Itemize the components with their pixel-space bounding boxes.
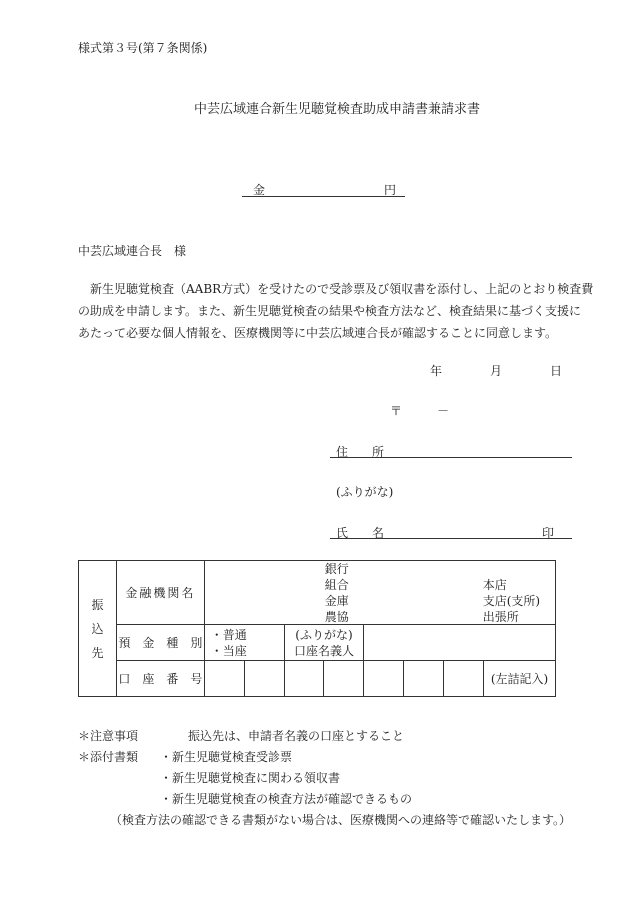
body-line-2: の助成を申請します。また、新生児聴覚検査の結果や検査方法など、検査結果に基づく支援に bbox=[78, 304, 582, 318]
bank-transfer-table bbox=[78, 560, 556, 697]
account-digit-6[interactable] bbox=[404, 661, 444, 697]
account-holder-field[interactable] bbox=[364, 625, 556, 661]
attachment-2: ・新生児聴覚検査に関わる領収書 bbox=[160, 771, 341, 785]
account-digit-3[interactable] bbox=[284, 661, 324, 697]
addressee: 中芸広域連合長 様 bbox=[78, 244, 187, 258]
page-title: 中芸広域連合新生児聴覚検査助成申請書兼請求書 bbox=[194, 102, 481, 117]
account-holder-label: (ふりがな) 口座名義人 bbox=[284, 625, 364, 661]
institution-types: 銀行 組合 金庫 農協 bbox=[324, 562, 349, 624]
postal-mark: 〒 bbox=[390, 404, 403, 418]
furigana-label: (ふりがな) bbox=[336, 485, 394, 499]
institution-label: 金融機関名 bbox=[116, 561, 204, 625]
name-label: 氏 名 bbox=[336, 526, 385, 540]
date-year: 年 bbox=[430, 364, 443, 378]
institution-field[interactable] bbox=[204, 561, 555, 625]
caution-text: 振込先は、申請者名義の口座とすること bbox=[188, 729, 405, 743]
attachment-1: ・新生児聴覚検査受診票 bbox=[160, 750, 293, 764]
transfer-side-label: 振 込 先 bbox=[79, 561, 117, 697]
postal-dash: － bbox=[437, 404, 450, 418]
account-digit-7[interactable] bbox=[444, 661, 484, 697]
address-field[interactable] bbox=[330, 443, 572, 458]
body-line-3: あたって必要な個人情報を、医療機関等に中芸広域連合長が確認することに同意します。 bbox=[78, 326, 558, 340]
date-day: 日 bbox=[550, 364, 563, 378]
deposit-type-label: 預 金 種 別 bbox=[116, 625, 204, 661]
amount-suffix: 円 bbox=[384, 183, 397, 197]
caution-label: ＊注意事項 bbox=[78, 729, 139, 743]
account-digit-5[interactable] bbox=[364, 661, 404, 697]
amount-line bbox=[242, 181, 405, 197]
account-digit-2[interactable] bbox=[244, 661, 284, 697]
address-label: 住 所 bbox=[336, 445, 385, 459]
account-digit-4[interactable] bbox=[324, 661, 364, 697]
attachment-3: ・新生児聴覚検査の検査方法が確認できるもの bbox=[160, 792, 413, 806]
date-month: 月 bbox=[490, 364, 503, 378]
form-number: 様式第３号(第７条関係) bbox=[78, 41, 208, 55]
seal-mark: 印 bbox=[542, 526, 555, 540]
name-field[interactable] bbox=[330, 524, 572, 539]
body-line-1: 新生児聴覚検査（AABR方式）を受けたので受診票及び領収書を添付し、上記のとおり検査費 bbox=[90, 282, 594, 296]
account-note: (左詰記入) bbox=[484, 661, 556, 697]
footnote: （検査方法の確認できる書類がない場合は、医療機関への連絡等で確認いたします。） bbox=[110, 813, 572, 827]
deposit-type-options[interactable]: ・普通 ・当座 bbox=[204, 625, 284, 661]
account-number-label: 口 座 番 号 bbox=[116, 661, 204, 697]
amount-prefix: 金 bbox=[253, 183, 266, 197]
branch-types: 本店 支店(支所) 出張所 bbox=[482, 578, 541, 624]
attachments-label: ＊添付書類 bbox=[78, 750, 139, 764]
account-digit-1[interactable] bbox=[204, 661, 244, 697]
